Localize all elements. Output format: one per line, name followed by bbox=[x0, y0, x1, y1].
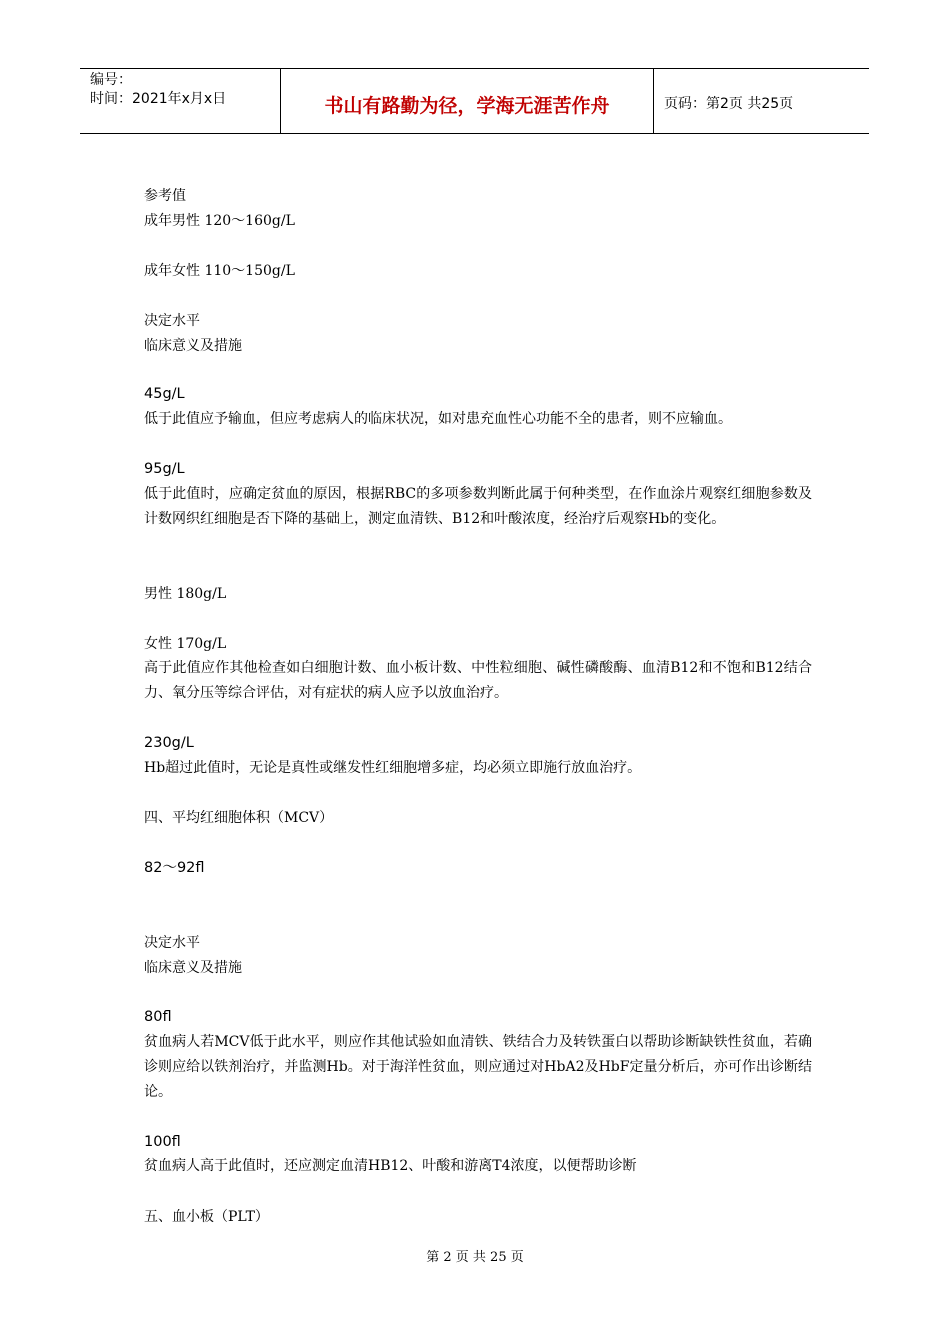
header-motto: 书山有路勤为径，学海无涯苦作舟 bbox=[281, 69, 654, 133]
value-95: 95g/L bbox=[144, 461, 185, 477]
section-5-title: 五、血小板（PLT） bbox=[144, 1209, 269, 1225]
ref-value-title: 参考值 bbox=[144, 188, 186, 204]
clinical-meaning-heading: 临床意义及措施 bbox=[144, 338, 242, 354]
value-230-text: Hb超过此值时，无论是真性或继发性红细胞增多症，均必须立即施行放血治疗。 bbox=[144, 760, 642, 776]
decision-level-heading-2: 决定水平 bbox=[144, 935, 200, 951]
value-80: 80fl bbox=[144, 1009, 172, 1025]
value-230: 230g/L bbox=[144, 735, 194, 751]
value-80-text: 贫血病人若MCV低于此水平，则应作其他试验如血清铁、铁结合力及转铁蛋白以帮助诊断缺铁性贫血，若确诊则应给以铁剂治疗，并监测Hb。对于海洋性贫血，则应通过对HbA2及HbF定量分析后，亦可作出诊断结论。 bbox=[144, 1034, 812, 1100]
header-meta bbox=[80, 69, 281, 133]
value-100: 100fl bbox=[144, 1134, 181, 1150]
value-45: 45g/L bbox=[144, 386, 185, 402]
value-95-text: 低于此值时，应确定贫血的原因，根据RBC的多项参数判断此属于何种类型，在作血涂片观察红细胞参数及计数网织红细胞是否下降的基础上，测定血清铁、B12和叶酸浓度，经治疗后观察Hb的变化。 bbox=[144, 486, 812, 527]
adult-male-range: 成年男性 120～160g/L bbox=[144, 213, 295, 229]
clinical-meaning-heading-2: 临床意义及措施 bbox=[144, 960, 242, 976]
value-45-text: 低于此值应予输血，但应考虑病人的临床状况，如对患充血性心功能不全的患者，则不应输血。 bbox=[144, 411, 732, 427]
header-code-label: 编号： bbox=[90, 72, 132, 88]
page-footer: 第 2 页 共 25 页 bbox=[426, 1250, 524, 1265]
header-page-info: 页码：第2页 共25页 bbox=[664, 96, 794, 112]
value-100-text: 贫血病人高于此值时，还应测定血清HB12、叶酸和游离T4浓度，以便帮助诊断 bbox=[144, 1158, 637, 1174]
male-180: 男性 180g/L bbox=[144, 586, 227, 602]
value-170-text: 高于此值应作其他检查如白细胞计数、血小板计数、中性粒细胞、碱性磷酸酶、血清B12和不饱和B12结合力、氧分压等综合评估，对有症状的病人应予以放血治疗。 bbox=[144, 660, 812, 701]
section-4-title: 四、平均红细胞体积（MCV） bbox=[144, 810, 334, 826]
adult-female-range: 成年女性 110～150g/L bbox=[144, 263, 295, 279]
header-date: 时间：2021年x月x日 bbox=[90, 91, 227, 107]
female-170: 女性 170g/L bbox=[144, 636, 227, 652]
page-header bbox=[80, 68, 869, 134]
mcv-range: 82～92fl bbox=[144, 860, 205, 876]
decision-level-heading: 决定水平 bbox=[144, 313, 200, 329]
